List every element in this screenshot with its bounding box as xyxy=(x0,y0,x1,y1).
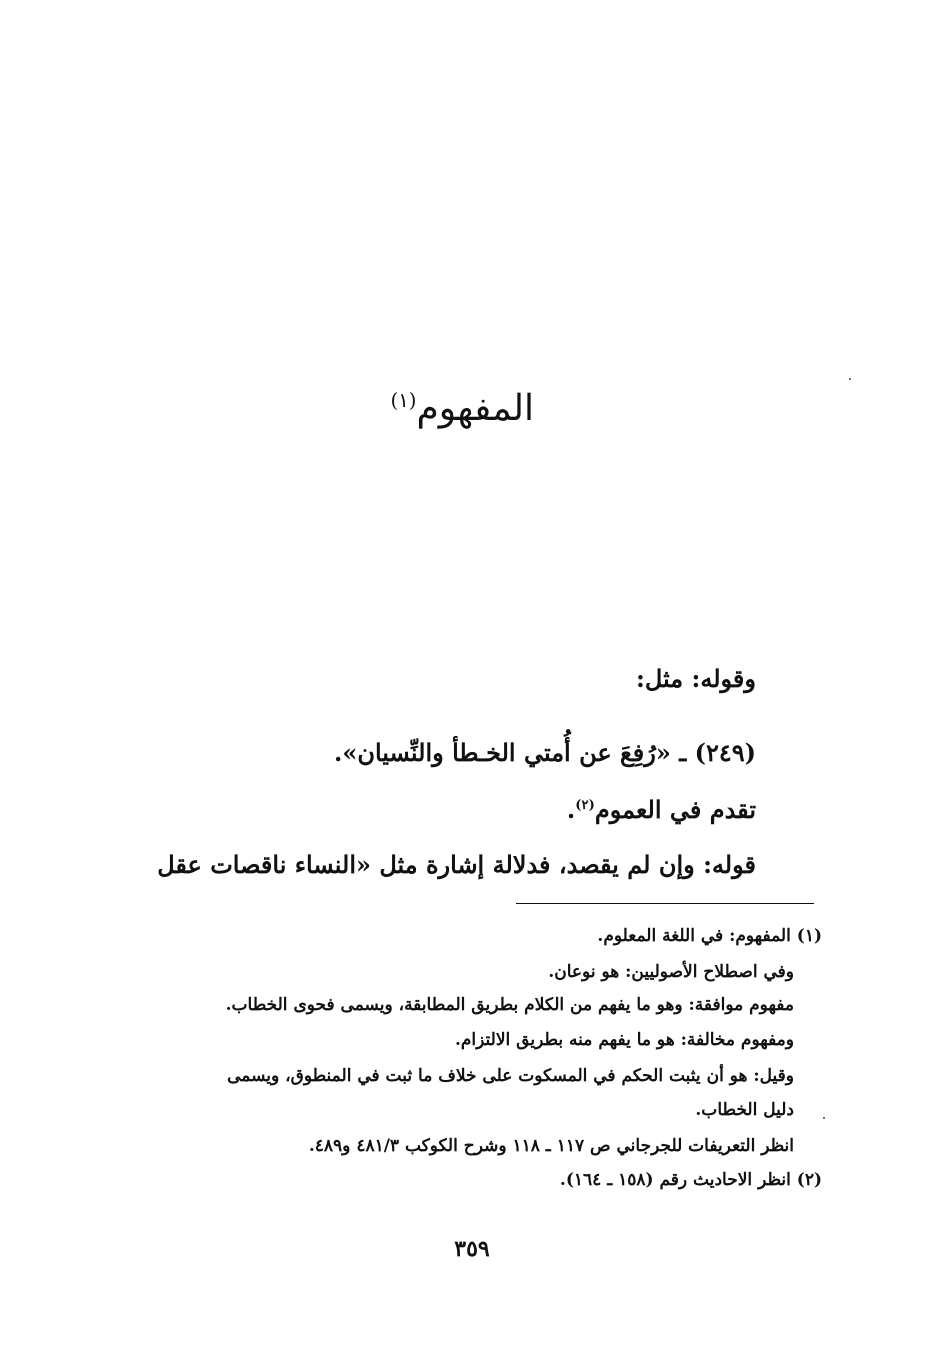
footnote-1-line-6: دليل الخطاب. xyxy=(695,1100,794,1120)
body-line-3 xyxy=(567,795,756,824)
footnote-1: (١) المفهوم: في اللغة المعلوم. xyxy=(597,926,822,946)
body-line-3-footnote-ref: (٢) xyxy=(575,798,595,813)
footnote-2: (٢) انظر الاحاديث رقم (١٥٨ ـ ١٦٤). xyxy=(559,1170,822,1190)
hadith-line: (٢٤٩) ـ «رُفِعَ عن أُمتي الخـطأ والنِّسيان». xyxy=(333,738,756,767)
chapter-title xyxy=(390,388,534,429)
footnote-separator xyxy=(516,903,814,904)
footnote-1-reference: انظر التعريفات للجرجاني ص ١١٧ ـ ١١٨ وشرح الكوكب ٤٨١/٣ و٤٨٩. xyxy=(308,1136,794,1156)
body-line-1: وقوله: مثل: xyxy=(636,664,756,693)
body-line-3-text: تقدم في العموم xyxy=(594,795,756,824)
footnote-1-line-2: وفي اصطلاح الأصوليين: هو نوعان. xyxy=(548,962,794,982)
chapter-title-text: المفهوم xyxy=(416,388,534,429)
scan-speck xyxy=(849,378,851,380)
chapter-title-footnote-ref: (١) xyxy=(390,389,417,412)
body-line-3-end: . xyxy=(566,795,576,824)
body-line-4: قوله: وإن لم يقصد، فدلالة إشارة مثل «النساء ناقصات عقل xyxy=(157,850,756,879)
footnote-1-line-3: مفهوم موافقة: وهو ما يفهم من الكلام بطريق المطابقة، ويسمى فحوى الخطاب. xyxy=(225,995,794,1015)
footnote-1-line-4: ومفهوم مخالفة: هو ما يفهم منه بطريق الالتزام. xyxy=(454,1030,794,1050)
footnote-1-line-5: وقيل: هو أن يثبت الحكم في المسكوت على خلاف ما ثبت في المنطوق، ويسمى xyxy=(227,1066,794,1086)
page-number: ٣٥٩ xyxy=(454,1236,490,1262)
scan-speck xyxy=(823,1117,825,1119)
